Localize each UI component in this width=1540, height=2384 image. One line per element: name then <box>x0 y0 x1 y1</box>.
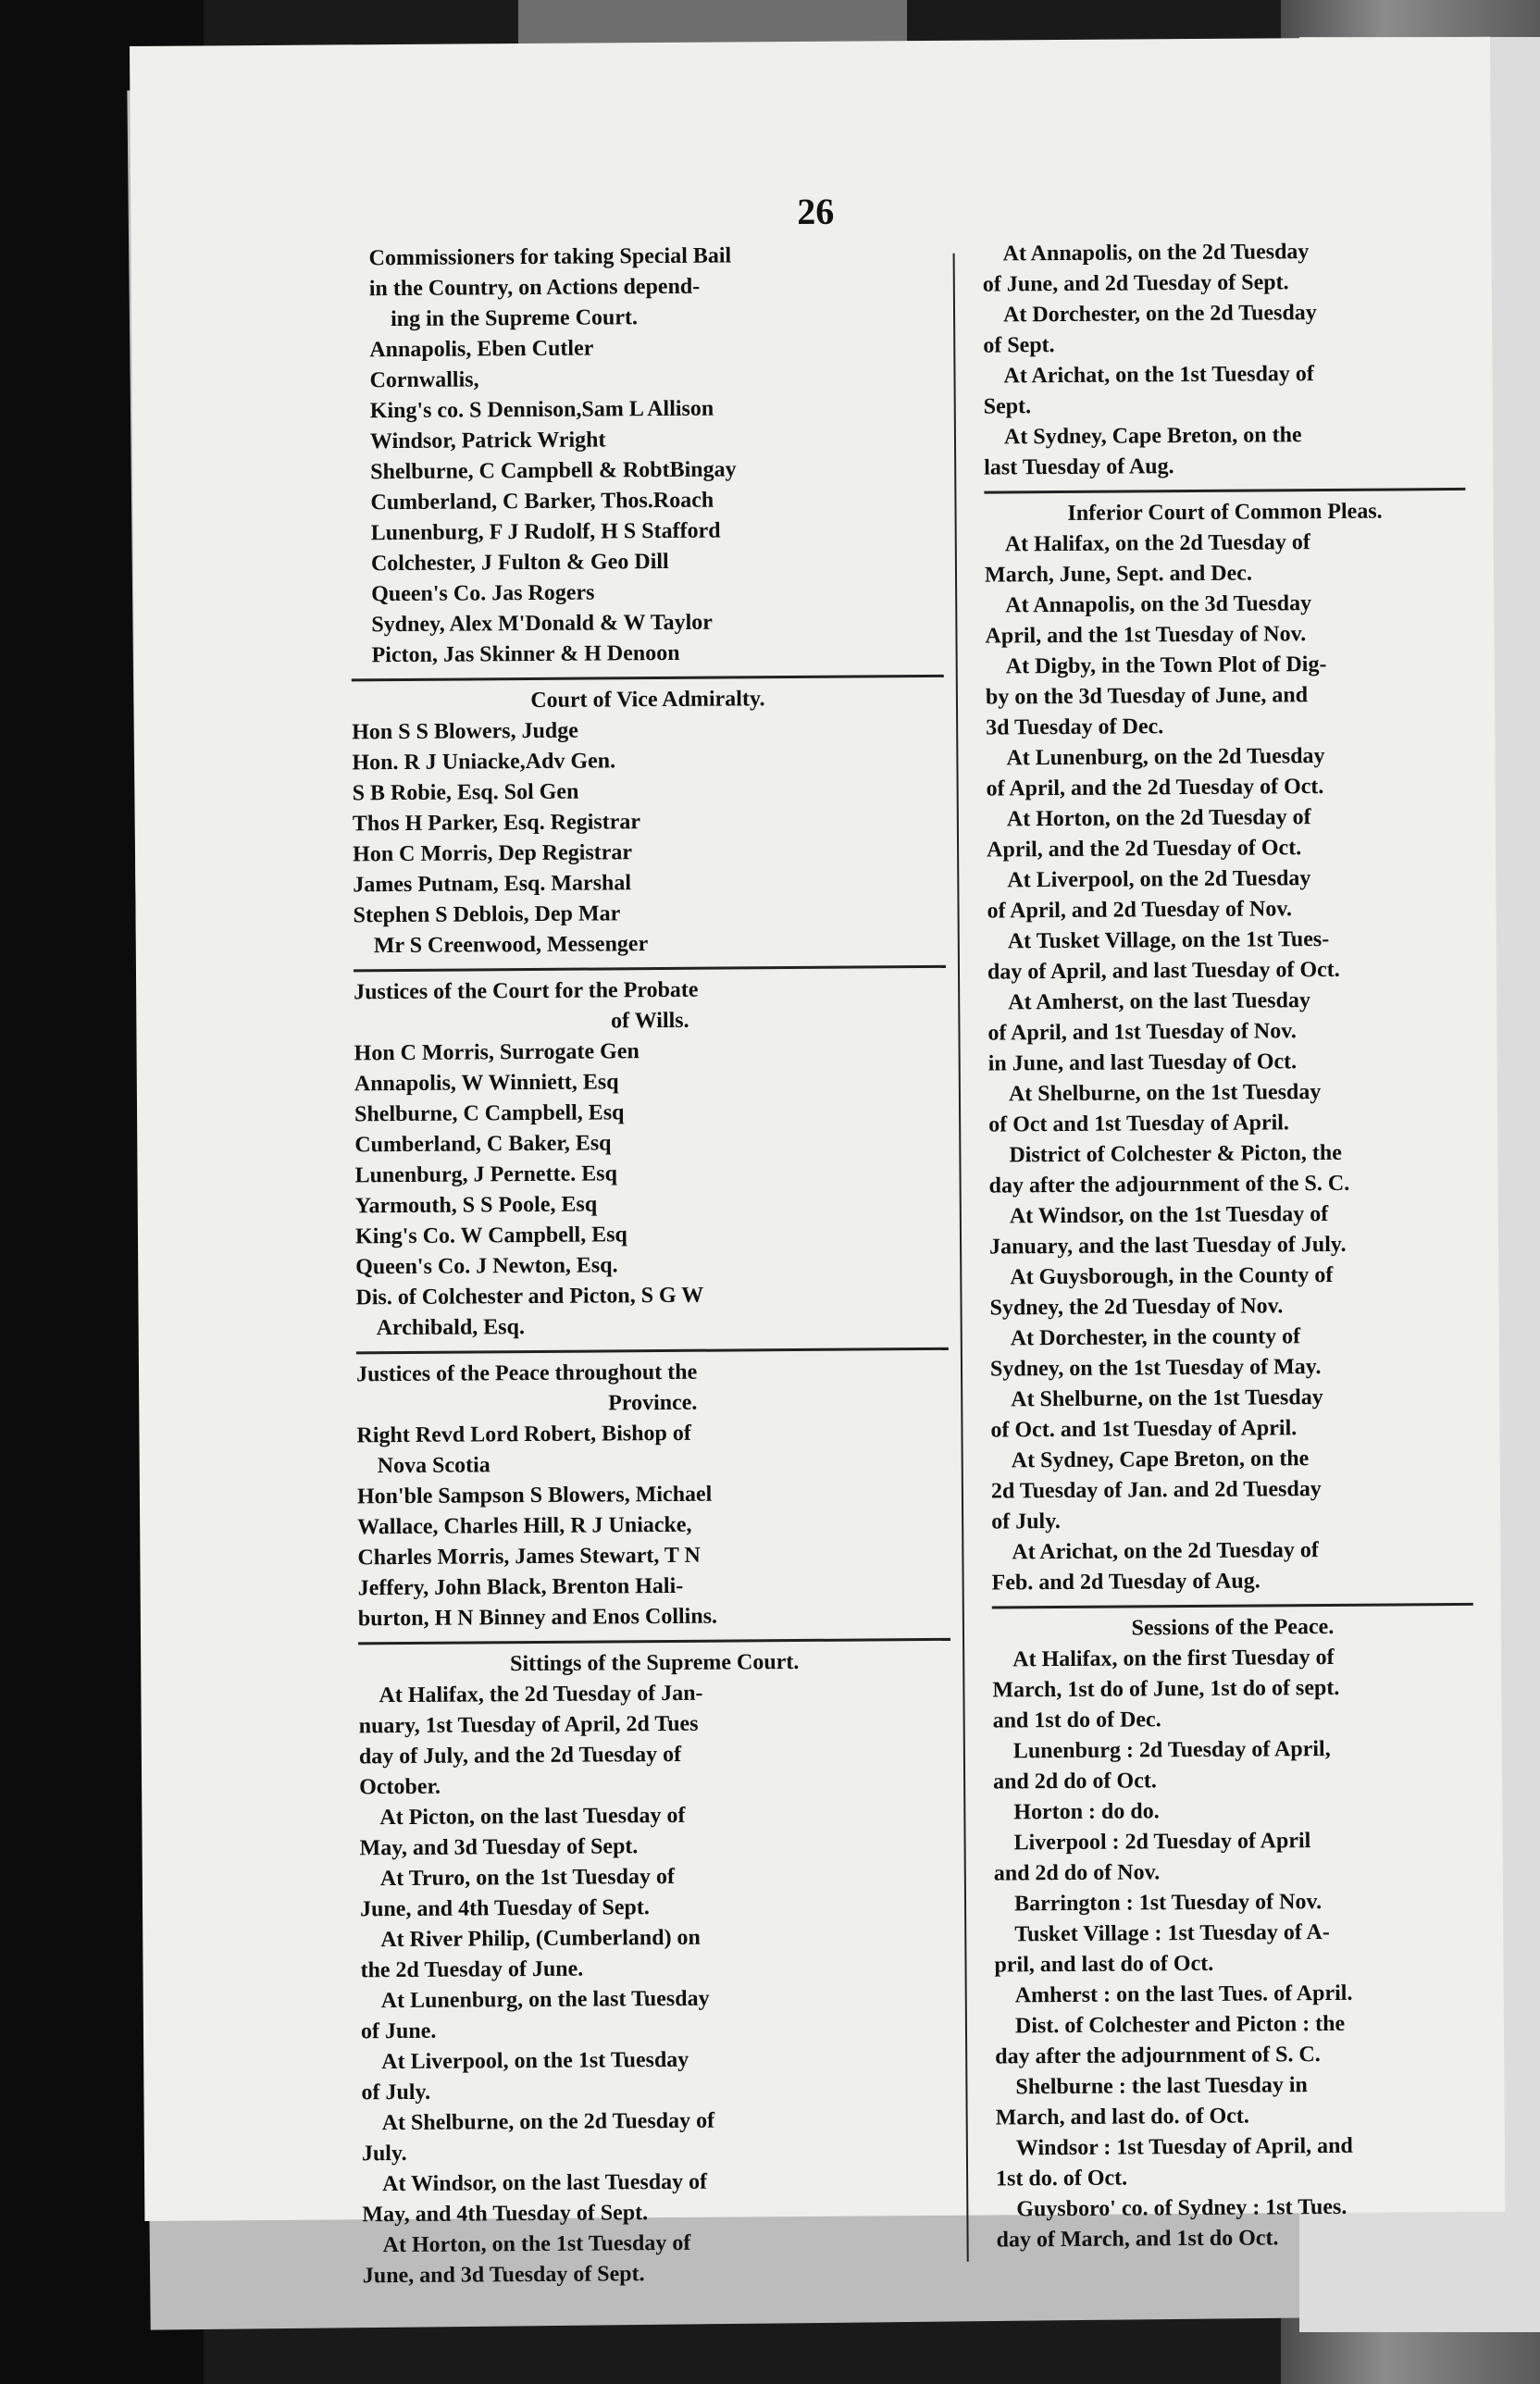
text-line: Lunenburg : 2d Tuesday of April, <box>1012 1736 1331 1764</box>
text-line: June, and 3d Tuesday of Sept. <box>362 2262 645 2289</box>
text-line: Annapolis, W Winniett, Esq <box>354 1070 619 1097</box>
text-line: Jeffery, John Black, Brenton Hali- <box>357 1573 684 1601</box>
text-line: 3d Tuesday of Dec. <box>986 714 1164 740</box>
text-line: 2d Tuesday of Jan. and 2d Tuesday <box>990 1477 1322 1504</box>
section-rule <box>354 965 946 972</box>
section-rule <box>984 488 1465 494</box>
column-divider <box>953 254 969 2262</box>
text-line: At Lunenburg, on the last Tuesday <box>380 1986 710 2014</box>
text-line: day of April, and last Tuesday of Oct. <box>987 957 1340 985</box>
text-line: At Horton, on the 1st Tuesday of <box>382 2230 691 2258</box>
text-line: At Sydney, Cape Breton, on the <box>1011 1447 1310 1473</box>
section-heading: Sittings of the Supreme Court. <box>509 1649 800 1677</box>
text-line: At Liverpool, on the 1st Tuesday <box>381 2047 689 2075</box>
text-line: of Sept. <box>983 333 1055 358</box>
text-line: in the Country, on Actions depend- <box>368 274 701 302</box>
text-line: April, and the 2d Tuesday of Oct. <box>986 836 1302 863</box>
document-page <box>130 37 1505 2289</box>
text-line: Colchester, J Fulton & Geo Dill <box>370 549 669 577</box>
text-line: Dis. of Colchester and Picton, S G W <box>355 1283 704 1310</box>
right-column <box>982 236 1477 2256</box>
text-line: District of Colchester & Picton, the <box>1009 1140 1342 1168</box>
text-line: Cornwallis, <box>369 367 479 393</box>
text-line: Thos H Parker, Esq. Registrar <box>352 810 641 837</box>
text-line: April, and the 1st Tuesday of Nov. <box>985 622 1307 649</box>
text-line: 1st do. of Oct. <box>996 2166 1128 2192</box>
text-line: by on the 3d Tuesday of June, and <box>985 683 1309 710</box>
text-line: Guysboro' co. of Sydney : 1st Tues. <box>1016 2194 1348 2222</box>
text-line: At Shelburne, on the 1st Tuesday <box>1008 1080 1322 1107</box>
section-heading: Court of Vice Admiralty. <box>530 687 765 713</box>
text-line: At Halifax, on the 2d Tuesday of <box>1004 530 1310 557</box>
text-line: May, and 3d Tuesday of Sept. <box>359 1834 639 1861</box>
text-line: and 1st do of Dec. <box>992 1707 1161 1733</box>
text-line: At Windsor, on the last Tuesday of <box>382 2169 708 2197</box>
text-line: of June. <box>360 2018 437 2044</box>
text-line: burton, H N Binney and Enos Collins. <box>357 1604 718 1632</box>
text-line: Nova Scotia <box>377 1453 491 1479</box>
text-line: Commissioners for taking Special Bail <box>368 243 732 271</box>
text-line: Cumberland, C Barker, Thos.Roach <box>370 488 714 515</box>
text-line: in June, and last Tuesday of Oct. <box>987 1049 1298 1076</box>
text-line: of April, and 2d Tuesday of Nov. <box>987 897 1293 924</box>
text-line: Shelburne, C Campbell, Esq <box>354 1100 625 1127</box>
text-line: S B Robie, Esq. Sol Gen <box>352 779 579 806</box>
text-line: Shelburne : the last Tuesday in <box>1015 2073 1308 2100</box>
section-rule <box>352 675 944 681</box>
text-line: Sydney, Alex M'Donald & W Taylor <box>371 610 713 638</box>
text-line: At Shelburne, on the 2d Tuesday of <box>381 2108 715 2136</box>
text-line: Queen's Co. Jas Rogers <box>371 580 595 607</box>
text-line: Right Revd Lord Robert, Bishop of <box>356 1421 691 1448</box>
text-line: Amherst : on the last Tues. of April. <box>1014 1980 1353 2008</box>
text-line: March, June, Sept. and Dec. <box>984 561 1252 588</box>
text-line: Windsor : 1st Tuesday of April, and <box>1015 2133 1353 2161</box>
text-line: Archibald, Esq. <box>376 1315 526 1341</box>
text-line: At Guysborough, in the County of <box>1010 1262 1334 1290</box>
text-line: January, and the last Tuesday of July. <box>988 1232 1347 1260</box>
text-line: day after the adjournment of S. C. <box>995 2043 1321 2069</box>
text-line: Queen's Co. J Newton, Esq. <box>355 1253 618 1280</box>
text-line: Cumberland, C Baker, Esq <box>354 1131 612 1158</box>
text-line: of April, and 1st Tuesday of Nov. <box>987 1019 1297 1046</box>
text-line: of June, and 2d Tuesday of Sept. <box>982 270 1289 297</box>
text-line: pril, and last do of Oct. <box>994 1951 1214 1978</box>
text-line: day of March, and 1st do Oct. <box>996 2226 1279 2253</box>
text-line: At Truro, on the 1st Tuesday of <box>379 1864 675 1892</box>
section-heading: Sessions of the Peace. <box>1131 1614 1335 1641</box>
text-line: Hon S S Blowers, Judge <box>352 718 578 745</box>
text-line: At Dorchester, in the county of <box>1010 1324 1301 1351</box>
text-line: At Dorchester, on the 2d Tuesday <box>1002 301 1317 328</box>
section-rule <box>358 1638 950 1645</box>
text-line: Barrington : 1st Tuesday of Nov. <box>1013 1890 1323 1917</box>
text-line: ing in the Supreme Court. <box>390 305 639 332</box>
section-rule <box>356 1347 949 1354</box>
text-line: October. <box>359 1774 441 1800</box>
text-line: At Arichat, on the 1st Tuesday of <box>1003 362 1314 389</box>
text-line: Sydney, the 2d Tuesday of Nov. <box>989 1294 1284 1321</box>
text-line: At Arichat, on the 2d Tuesday of <box>1012 1538 1319 1565</box>
text-line: of Oct and 1st Tuesday of April. <box>988 1111 1289 1137</box>
text-line: At Annapolis, on the 3d Tuesday <box>1005 591 1312 618</box>
text-line: Windsor, Patrick Wright <box>369 428 606 454</box>
section-heading: Province. <box>608 1390 698 1416</box>
text-line: At River Philip, (Cumberland) on <box>380 1925 701 1953</box>
text-line: At Horton, on the 2d Tuesday of <box>1006 805 1311 832</box>
text-line: the 2d Tuesday of June. <box>360 1956 584 1983</box>
text-line: At Halifax, on the first Tuesday of <box>1012 1645 1335 1672</box>
text-line: March, 1st do of June, 1st do of sept. <box>992 1675 1340 1703</box>
text-line: June, and 4th Tuesday of Sept. <box>359 1895 650 1922</box>
text-line: King's co. S Dennison,Sam L Allison <box>369 396 714 424</box>
text-line: At Annapolis, on the 2d Tuesday <box>1002 240 1310 267</box>
text-line: of April, and the 2d Tuesday of Oct. <box>986 775 1324 801</box>
text-line: At Lunenburg, on the 2d Tuesday <box>1006 744 1325 771</box>
text-line: Lunenburg, J Pernette. Esq <box>354 1161 617 1188</box>
text-line: King's Co. W Campbell, Esq <box>354 1223 627 1249</box>
text-line: Annapolis, Eben Cutler <box>369 336 594 363</box>
text-line: At Tusket Village, on the 1st Tues- <box>1007 926 1330 954</box>
text-line: At Picton, on the last Tuesday of <box>379 1803 686 1831</box>
text-line: May, and 4th Tuesday of Sept. <box>362 2201 649 2228</box>
text-line: At Liverpool, on the 2d Tuesday <box>1007 866 1311 893</box>
section-rule <box>992 1603 1473 1609</box>
text-line: day after the adjournment of the S. C. <box>988 1171 1350 1198</box>
text-line: day of July, and the 2d Tuesday of <box>358 1742 682 1769</box>
text-line: nuary, 1st Tuesday of April, 2d Tues <box>358 1711 699 1739</box>
text-line: Yarmouth, S S Poole, Esq <box>354 1192 598 1219</box>
text-line: At Sydney, Cape Breton, on the <box>1003 423 1302 450</box>
text-line: Stephen S Deblois, Dep Mar <box>353 901 621 928</box>
text-line: Hon. R J Uniacke,Adv Gen. <box>352 749 616 776</box>
text-line: Sept. <box>983 394 1032 419</box>
page-number: 26 <box>797 190 835 232</box>
text-line: and 2d do of Nov. <box>993 1860 1161 1886</box>
text-line: Hon C Morris, Surrogate Gen <box>354 1039 640 1066</box>
text-line: At Halifax, the 2d Tuesday of Jan- <box>379 1681 703 1708</box>
text-line: At Digby, in the Town Plot of Dig- <box>1005 652 1327 679</box>
text-line: Horton : do do. <box>1013 1799 1160 1825</box>
text-line: James Putnam, Esq. Marshal <box>353 871 632 898</box>
text-line: July. <box>361 2141 407 2167</box>
text-line: At Windsor, on the 1st Tuesday of <box>1009 1201 1329 1229</box>
text-line: Tusket Village : 1st Tuesday of A- <box>1014 1919 1330 1947</box>
text-line: Charles Morris, James Stewart, T N <box>357 1543 701 1571</box>
text-line: Picton, Jas Skinner & H Denoon <box>371 640 680 668</box>
text-line: Liverpool : 2d Tuesday of April <box>1013 1829 1311 1856</box>
text-line: and 2d do of Oct. <box>993 1769 1157 1794</box>
text-line: Hon C Morris, Dep Registrar <box>353 840 633 867</box>
text-line: At Shelburne, on the 1st Tuesday <box>1011 1385 1323 1412</box>
text-line: Hon'ble Sampson S Blowers, Michael <box>356 1482 713 1509</box>
text-line: Shelburne, C Campbell & RobtBingay <box>370 457 737 485</box>
left-column <box>348 240 954 2291</box>
text-line: of July. <box>991 1509 1061 1534</box>
text-line: At Amherst, on the last Tuesday <box>1008 988 1311 1015</box>
text-line: Wallace, Charles Hill, R J Uniacke, <box>357 1512 692 1540</box>
text-line: March, and last do. of Oct. <box>995 2104 1249 2130</box>
text-line: Sydney, on the 1st Tuesday of May. <box>989 1355 1322 1382</box>
text-line: of July. <box>361 2080 431 2105</box>
text-line: Dist. of Colchester and Picton : the <box>1014 2011 1346 2039</box>
text-line: Feb. and 2d Tuesday of Aug. <box>991 1569 1261 1596</box>
text-line: Mr S Creenwood, Messenger <box>373 932 649 959</box>
text-line: of Oct. and 1st Tuesday of April. <box>990 1416 1298 1443</box>
text-line: Justices of the Court for the Probate <box>354 977 699 1005</box>
text-line: last Tuesday of Aug. <box>984 454 1174 480</box>
section-heading: of Wills. <box>611 1008 689 1034</box>
text-line: Justices of the Peace throughout the <box>355 1360 698 1387</box>
section-heading: Inferior Court of Common Pleas. <box>1067 499 1383 526</box>
text-line: Lunenburg, F J Rudolf, H S Stafford <box>370 518 721 546</box>
